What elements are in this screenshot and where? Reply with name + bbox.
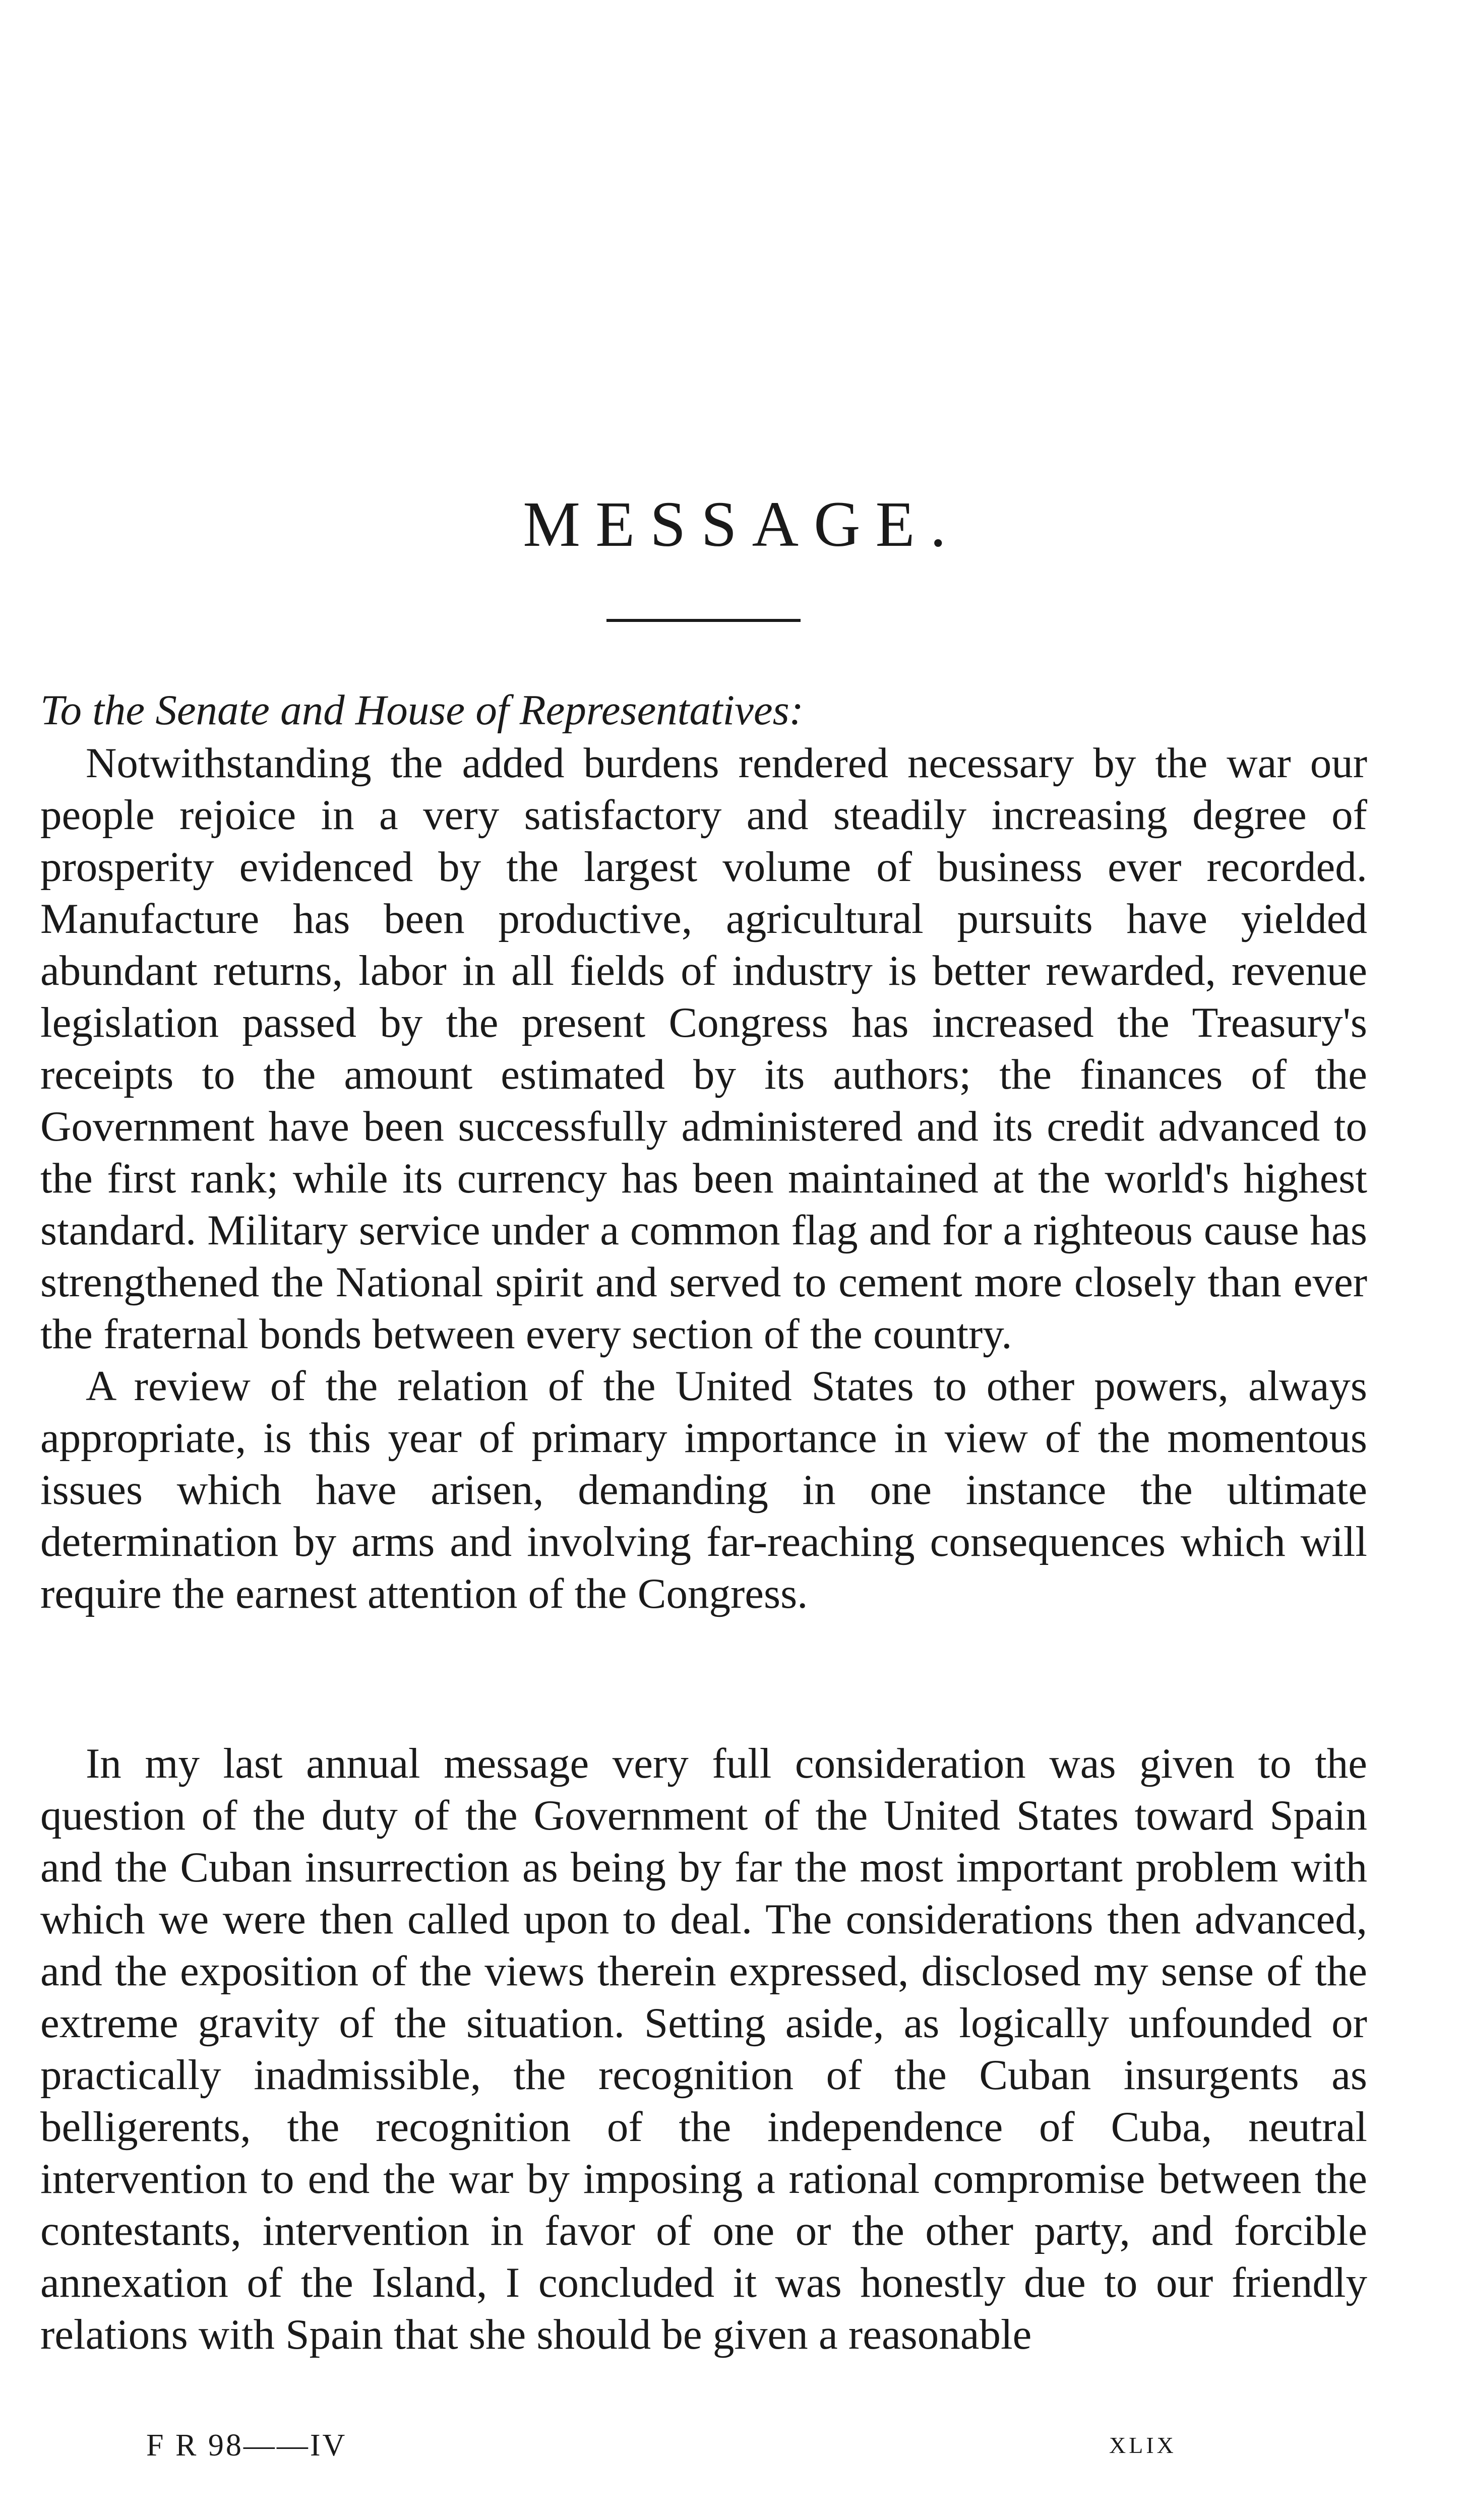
salutation: To the Senate and House of Representatives: (40, 686, 804, 734)
footer-page-number: XLIX (1109, 2432, 1177, 2458)
footer-signature: F R 98——IV (146, 2428, 347, 2463)
opening-section (40, 737, 1367, 1620)
paragraph-cuban-question: In my last annual message very full consideration was given to the question of the duty of the Government of the United States toward Spain and the Cuban insurrection as being by far the most important problem with which we were then called upon to deal. The considerations then advanced, and the exposition of the views therein expressed, disclosed my sense of the extreme gravity of the situation. Setting aside, as logically unfounded or practically inadmissible, the recognition of the Cuban insurgents as belligerents, the recognition of the independence of Cuba, neutral intervention to end the war by imposing a rational compromise between the contestants, intervention in favor of one or the other party, and forcible annexation of the Island, I concluded it was honestly due to our friendly relations with Spain that she should be given a reasonable (40, 1740, 1367, 2358)
title-rule (606, 619, 801, 622)
paragraph-foreign-relations: A review of the relation of the United States to other powers, always appropriate, is this year of primary importance in view of the momentous issues which have arisen, demanding in one instance the ultimate determination by arms and involving far-reaching consequences which will require the earnest attention of the Congress. (40, 1362, 1367, 1617)
paragraph-prosperity: Notwithstanding the added burdens rendered necessary by the war our people rejoice in a very satisfactory and steadily increasing degree of prosperity evidenced by the largest volume of business ever recorded. Manufacture has been productive, agricultural pursuits have yielded abundant returns, labor in all fields of industry is better rewarded, revenue legislation passed by the present Congress has increased the Treasury's receipts to the amount estimated by its authors; the finances of the Government have been successfully administered and its credit advanced to the first rank; while its currency has been maintained at the world's highest standard. Military service under a common flag and for a righteous cause has strengthened the National spirit and served to cement more closely than ever the fraternal bonds between every section of the country. (40, 739, 1367, 1358)
cuba-section (40, 1738, 1367, 2361)
page-title: MESSAGE. (523, 488, 961, 560)
